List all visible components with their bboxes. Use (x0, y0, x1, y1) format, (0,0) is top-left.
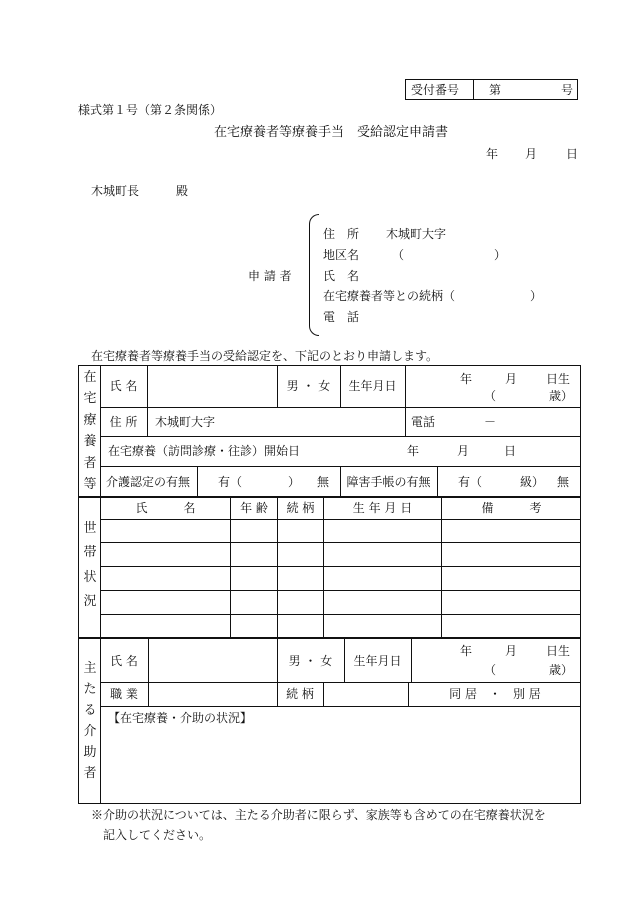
household-row[interactable] (101, 591, 581, 614)
date-day: 日 (566, 147, 579, 161)
caregiver-status-area[interactable] (101, 728, 580, 803)
applicant-district-label: 地区名 (323, 248, 360, 262)
caregiver-side-char: 主 (83, 661, 97, 676)
care-cert-label: 介護認定の有無 (106, 474, 191, 489)
cg-v4 (411, 639, 412, 682)
patient-name-input[interactable] (148, 366, 276, 406)
cg-h2 (100, 706, 581, 707)
patient-start-day: 日 (504, 444, 517, 458)
caregiver-side-label (80, 662, 100, 780)
household-side-char: 世 (83, 521, 97, 536)
household-row[interactable] (101, 543, 581, 566)
household-row[interactable] (101, 520, 581, 542)
caregiver-side-char: 介 (83, 724, 97, 739)
patient-side-char: 養 (83, 434, 97, 450)
applicant-district-open: （ (392, 248, 405, 262)
disability-no[interactable]: 無 (557, 474, 570, 489)
household-row[interactable] (101, 615, 581, 637)
receipt-gou: 号 (561, 83, 574, 97)
applicant-district-close: ） (494, 248, 507, 262)
date-year: 年 (486, 147, 499, 161)
patient-age-close: 歳） (549, 389, 574, 403)
caregiver-birth-day: 日生 (546, 644, 571, 658)
patient-side-char: 者 (83, 455, 97, 471)
caregiver-side-char: る (83, 703, 97, 718)
p-r4-v1 (197, 466, 198, 497)
caregiver-birth-label: 生年月日 (353, 653, 402, 668)
applicant-label: 申 請 者 (248, 269, 292, 283)
caregiver-name-label: 氏 名 (110, 653, 138, 668)
applicant-phone-label: 電 話 (323, 310, 360, 324)
patient-birth-month: 月 (505, 372, 518, 386)
caregiver-relation-input[interactable] (324, 683, 407, 705)
intro-text: 在宅療養者等療養手当の受給認定を、下記のとおり申請します。 (91, 349, 439, 363)
patient-address-label: 住 所 (109, 414, 138, 429)
caregiver-side-char: 者 (83, 766, 97, 781)
receipt-label: 受付番号 (411, 83, 460, 97)
patient-birth-year: 年 (460, 372, 473, 386)
patient-start-year: 年 (407, 444, 420, 458)
household-header-age: 年 齢 (240, 501, 268, 515)
applicant-name-label: 氏 名 (323, 269, 360, 283)
caregiver-status-label: 【在宅療養・介助の状況】 (108, 711, 253, 725)
patient-side-char: 療 (83, 412, 97, 428)
caregiver-job-input[interactable] (149, 683, 276, 705)
patient-side-char: 宅 (83, 391, 97, 407)
household-side-char: 帯 (83, 545, 97, 561)
applicant-address-label: 住 所 (323, 227, 360, 241)
household-side-char: 状 (83, 569, 97, 585)
applicant-relation-close: ） (530, 289, 543, 303)
household-header-notes: 備 考 (481, 501, 542, 515)
applicant-address-value: 木城町大字 (386, 227, 447, 241)
patient-address-value[interactable]: 木城町大字 (155, 414, 216, 429)
patient-start-label: 在宅療養（訪問診療・往診）開始日 (108, 444, 301, 458)
p-r1-v4 (405, 365, 406, 436)
caregiver-age-open: （ (484, 663, 497, 677)
applicant-bracket (309, 214, 319, 336)
caregiver-side-char: 助 (83, 745, 97, 760)
care-cert-no[interactable]: 無 (317, 474, 330, 489)
addressee-name: 木城町長 (91, 184, 140, 198)
patient-birth-label: 生年月日 (348, 379, 397, 393)
patient-phone-label: 電話 (411, 414, 436, 429)
form-number: 様式第１号（第２条関係） (78, 103, 223, 117)
patient-side-char: 在 (83, 370, 97, 385)
p-r4-v3 (437, 466, 438, 497)
household-side-label (80, 522, 100, 608)
page-title: 在宅療養者等療養手当 受給認定申請書 (214, 125, 449, 140)
disability-label: 障害手帳の有無 (346, 474, 431, 489)
note-line-2: 記入してください。 (103, 828, 212, 842)
date-month: 月 (525, 147, 538, 161)
household-header-relation: 続 柄 (286, 501, 315, 515)
receipt-divider (473, 80, 474, 99)
patient-name-label: 氏 名 (109, 379, 138, 393)
household-header-name: 氏 名 (135, 501, 196, 515)
caregiver-birth-year: 年 (460, 644, 473, 658)
patient-start-month: 月 (457, 444, 470, 458)
disability-grade: 級） (520, 474, 545, 489)
patient-side-char: 等 (83, 476, 97, 492)
caregiver-name-input[interactable] (149, 640, 276, 681)
patient-side-label (80, 371, 100, 491)
applicant-relation-label: 在宅療養者等との続柄（ (323, 289, 456, 303)
patient-sex[interactable]: 男 ・ 女 (286, 379, 331, 393)
patient-birth-day: 日生 (546, 372, 571, 386)
caregiver-cohabit[interactable]: 同 居 ・ 別 居 (449, 687, 541, 701)
caregiver-birth-month: 月 (505, 644, 518, 658)
patient-phone-dash[interactable]: － (484, 414, 497, 429)
patient-age-open: （ (484, 389, 497, 403)
caregiver-relation-label: 続 柄 (286, 687, 314, 701)
disability-yes[interactable]: 有（ (458, 474, 483, 489)
addressee-honorific: 殿 (176, 184, 189, 198)
receipt-dai: 第 (489, 83, 502, 97)
caregiver-job-label: 職 業 (110, 687, 138, 701)
caregiver-sex[interactable]: 男 ・ 女 (288, 653, 333, 668)
household-header-birth: 生 年 月 日 (352, 501, 413, 515)
household-side-char: 況 (83, 593, 97, 609)
caregiver-side-char: た (83, 682, 97, 697)
note-line-1: ※介助の状況については、主たる介助者に限らず、家族等も含めての在宅療養状況を (91, 808, 546, 822)
caregiver-age-close: 歳） (549, 663, 574, 677)
care-cert-close: ） (288, 474, 301, 489)
household-row[interactable] (101, 567, 581, 590)
care-cert-yes[interactable]: 有（ (218, 474, 243, 489)
